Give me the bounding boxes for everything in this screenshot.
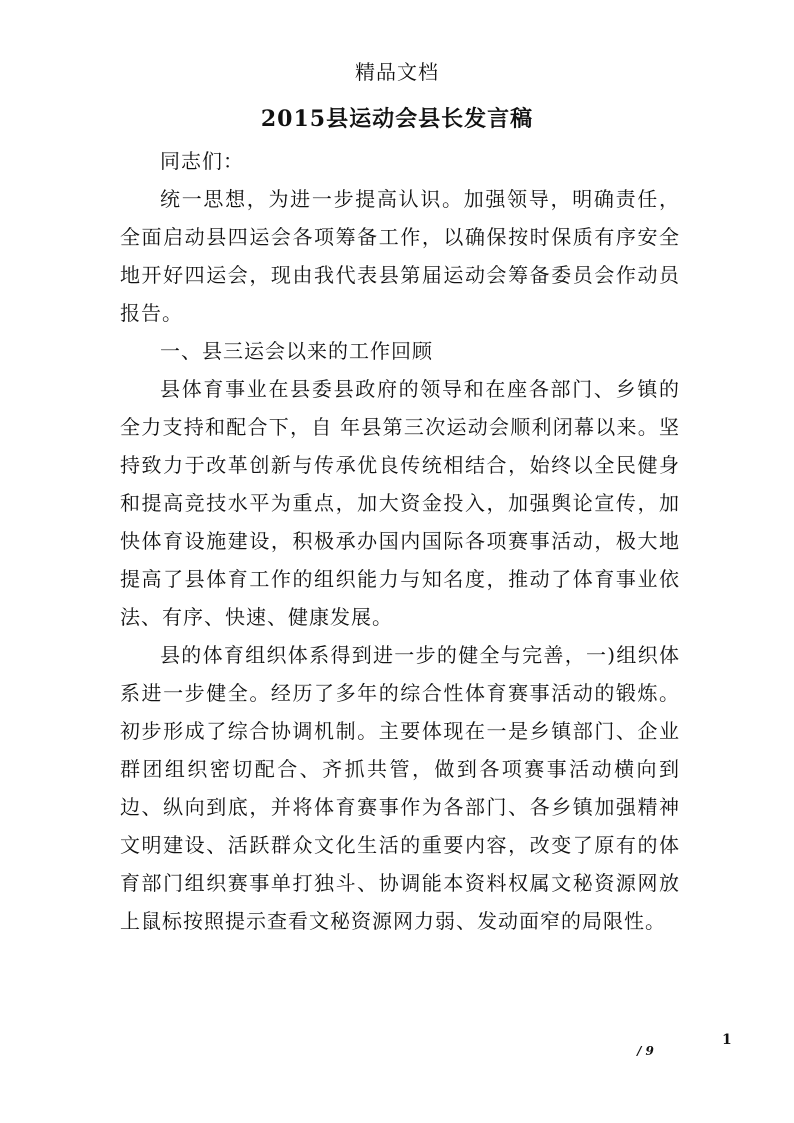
salutation-paragraph: 同志们： bbox=[160, 149, 244, 173]
document-body bbox=[120, 142, 680, 940]
page-header: 精品文档 bbox=[355, 60, 439, 84]
document-title: 2015县运动会县长发言稿 bbox=[260, 106, 534, 132]
organization-paragraph: 县的体育组织体系得到进一步的健全与完善，一)组织体系进一步健全。经历了多年的综合性体育赛事活动的锻炼。初步形成了综合协调机制。主要体现在一是乡镇部门、企业群团组织密切配合、齐抓共管，做到各项赛事活动横向到边、纵向到底，并将体育赛事作为各部门、各乡镇加强精神文明建设、活跃群众文化生活的重要内容，改变了原有的体育部门组织赛事单打独斗、协调能本资料权属文秘资源网放上鼠标按照提示查看文秘资源网力弱、发动面窄的局限性。 bbox=[120, 643, 680, 933]
intro-paragraph: 统一思想，为进一步提高认识。加强领导，明确责任，全面启动县四运会各项筹备工作，以确保按时保质有序安全地开好四运会，现由我代表县第届运动会筹备委员会作动员报告。 bbox=[120, 187, 680, 325]
section-heading-paragraph: 一、县三运会以来的工作回顾 bbox=[160, 339, 433, 363]
page-total: / 9 bbox=[637, 1044, 654, 1058]
page-number: 1 bbox=[722, 1032, 732, 1048]
review-paragraph: 县体育事业在县委县政府的领导和在座各部门、乡镇的全力支持和配合下，自 年县第三次运动会顺利闭幕以来。坚持致力于改革创新与传承优良传统相结合，始终以全民健身和提高竞技水平为重点，加大资金投入，加强舆论宣传，加快体育设施建设，积极承办国内国际各项赛事活动，极大地提高了县体育工作的组织能力与知名度，推动了体育事业依法、有序、快速、健康发展。 bbox=[120, 377, 680, 629]
